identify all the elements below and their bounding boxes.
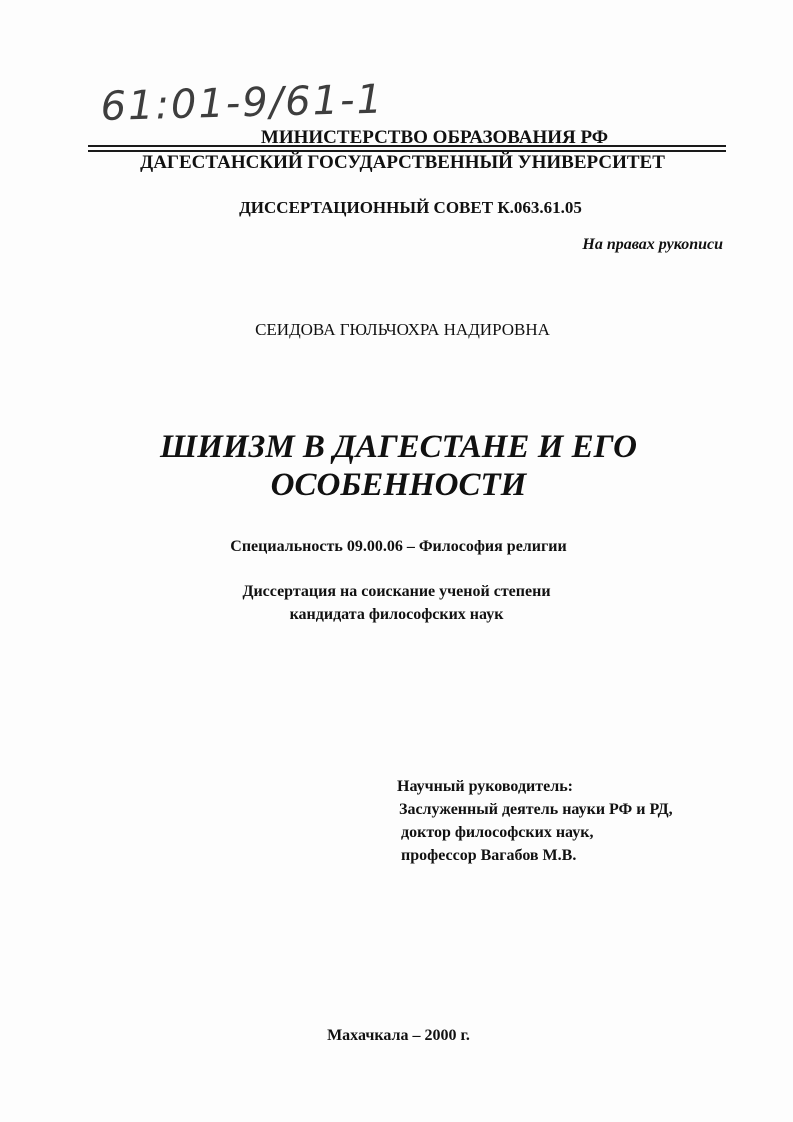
scientific-supervisor (397, 775, 673, 867)
handwritten-archive-code: 61:01-9/61-1 (100, 76, 385, 130)
title-line-1: ШИИЗМ В ДАГЕСТАНЕ И ЕГО (160, 429, 637, 465)
supervisor-name: профессор Вагабов М.В. (401, 847, 577, 864)
degree-line-2: кандидата философских наук (289, 606, 504, 623)
degree-statement (0, 580, 793, 626)
header-rule-top (88, 145, 726, 147)
place-year-text: Махачкала – 2000 г. (327, 1027, 470, 1044)
specialty (0, 538, 793, 556)
dissertation-council (0, 198, 793, 218)
ministry-text: МИНИСТЕРСТВО ОБРАЗОВАНИЯ РФ (260, 127, 609, 148)
manuscript-rights-note: На правах рукописи (582, 236, 723, 253)
author-name (0, 320, 793, 340)
place-and-year (0, 1027, 793, 1045)
university-text: ДАГЕСТАНСКИЙ ГОСУДАРСТВЕННЫЙ УНИВЕРСИТЕТ (140, 152, 665, 173)
degree-line-1: Диссертация на соискание ученой степени (242, 583, 551, 600)
author-text: СЕИДОВА ГЮЛЬЧОХРА НАДИРОВНА (255, 320, 550, 339)
title-line-2: ОСОБЕННОСТИ (270, 467, 527, 503)
council-text: ДИССЕРТАЦИОННЫЙ СОВЕТ К.063.61.05 (239, 198, 582, 217)
dissertation-title (0, 428, 793, 504)
university-heading (0, 152, 793, 174)
supervisor-heading: Научный руководитель: (397, 778, 573, 795)
specialty-text: Специальность 09.00.06 – Философия религии (230, 538, 567, 555)
supervisor-degree: доктор философских наук, (401, 824, 594, 841)
supervisor-title: Заслуженный деятель науки РФ и РД, (399, 801, 673, 818)
